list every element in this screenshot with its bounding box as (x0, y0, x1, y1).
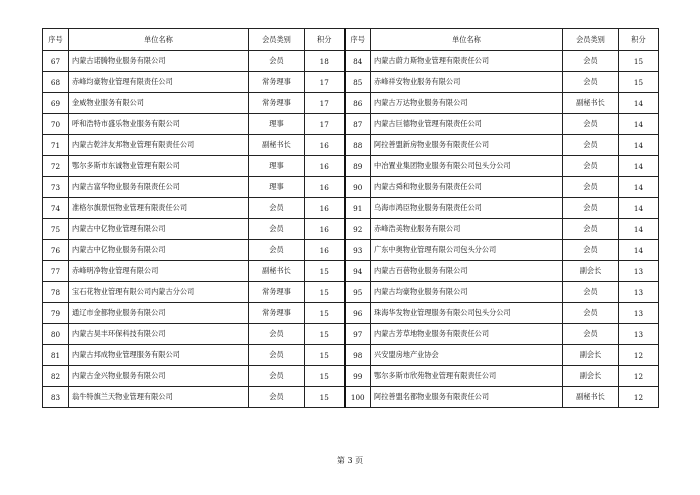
row-score-left: 17 (305, 72, 345, 93)
table-row (43, 240, 659, 261)
table-row (43, 324, 659, 345)
row-type-left: 常务理事 (249, 72, 305, 93)
row-name-right: 内蒙古百蓓物业服务有限公司 (371, 261, 563, 282)
row-no-left: 80 (43, 324, 69, 345)
row-no-left: 72 (43, 156, 69, 177)
table-row (43, 282, 659, 303)
row-type-left: 会员 (249, 240, 305, 261)
page-number: 第 3 页 (336, 456, 364, 465)
row-score-right: 13 (619, 261, 659, 282)
row-score-left: 16 (305, 156, 345, 177)
row-name-right: 内蒙古芳草地物业服务有限责任公司 (371, 324, 563, 345)
row-no-right: 85 (345, 72, 371, 93)
row-score-right: 14 (619, 93, 659, 114)
header-type-right: 会员类别 (563, 29, 619, 51)
row-score-left: 15 (305, 345, 345, 366)
row-no-right: 98 (345, 345, 371, 366)
row-name-right: 兴安盟房地产业协会 (371, 345, 563, 366)
row-no-right: 96 (345, 303, 371, 324)
row-type-left: 会员 (249, 198, 305, 219)
row-no-right: 94 (345, 261, 371, 282)
row-score-right: 12 (619, 345, 659, 366)
row-score-right: 13 (619, 324, 659, 345)
row-type-left: 副秘书长 (249, 261, 305, 282)
row-name-left: 呼和浩特市盛乐物业服务有限公司 (69, 114, 249, 135)
row-score-left: 15 (305, 366, 345, 387)
row-score-right: 12 (619, 387, 659, 408)
table-header-row (43, 29, 659, 51)
row-no-right: 99 (345, 366, 371, 387)
table-row (43, 366, 659, 387)
row-no-right: 90 (345, 177, 371, 198)
row-name-left: 通辽市金都物业服务有限公司 (69, 303, 249, 324)
row-no-left: 79 (43, 303, 69, 324)
row-score-left: 17 (305, 93, 345, 114)
row-type-left: 常务理事 (249, 282, 305, 303)
table-row (43, 135, 659, 156)
row-type-right: 副秘书长 (563, 387, 619, 408)
row-name-right: 珠海华发物业管理服务有限公司包头分公司 (371, 303, 563, 324)
row-name-right: 阿拉善盟名都物业服务有限责任公司 (371, 387, 563, 408)
row-score-left: 18 (305, 51, 345, 72)
table-row (43, 303, 659, 324)
row-no-left: 83 (43, 387, 69, 408)
header-name-right: 单位名称 (371, 29, 563, 51)
row-no-right: 87 (345, 114, 371, 135)
row-type-left: 会员 (249, 51, 305, 72)
table-row (43, 387, 659, 408)
row-name-left: 鄂尔多斯市东诚物业管理有限公司 (69, 156, 249, 177)
row-name-right: 内蒙古万达物业服务有限公司 (371, 93, 563, 114)
row-name-right: 赤峰祥安物业服务有限公司 (371, 72, 563, 93)
row-type-right: 会员 (563, 156, 619, 177)
row-no-left: 67 (43, 51, 69, 72)
row-no-left: 70 (43, 114, 69, 135)
row-type-left: 会员 (249, 219, 305, 240)
table-row (43, 93, 659, 114)
row-name-right: 乌海市鸿臣物业服务有限责任公司 (371, 198, 563, 219)
row-no-left: 69 (43, 93, 69, 114)
row-no-right: 88 (345, 135, 371, 156)
row-name-right: 内蒙古均豪物业服务有限公司 (371, 282, 563, 303)
table-row (43, 156, 659, 177)
row-score-left: 16 (305, 198, 345, 219)
row-type-left: 会员 (249, 345, 305, 366)
row-score-right: 15 (619, 51, 659, 72)
header-name-left: 单位名称 (69, 29, 249, 51)
row-name-left: 内蒙古诺腾物业服务有限公司 (69, 51, 249, 72)
table-row (43, 72, 659, 93)
row-name-right: 阿拉善盟新房物业服务有限责任公司 (371, 135, 563, 156)
row-score-left: 16 (305, 219, 345, 240)
row-no-right: 93 (345, 240, 371, 261)
row-score-right: 14 (619, 219, 659, 240)
row-score-right: 13 (619, 282, 659, 303)
row-score-right: 14 (619, 114, 659, 135)
row-type-right: 副会长 (563, 261, 619, 282)
row-no-left: 68 (43, 72, 69, 93)
row-name-left: 内蒙古金兴物业服务有限公司 (69, 366, 249, 387)
row-type-right: 副会长 (563, 345, 619, 366)
row-type-left: 常务理事 (249, 93, 305, 114)
row-type-right: 会员 (563, 51, 619, 72)
row-name-right: 内蒙古舜和物业服务有限责任公司 (371, 177, 563, 198)
row-name-left: 内蒙古邦成物业管理服务有限公司 (69, 345, 249, 366)
row-score-right: 14 (619, 177, 659, 198)
table-row (43, 177, 659, 198)
row-type-left: 会员 (249, 387, 305, 408)
table-row (43, 345, 659, 366)
row-name-left: 内蒙古中亿物业服务有限公司 (69, 240, 249, 261)
row-type-right: 会员 (563, 72, 619, 93)
table-row (43, 114, 659, 135)
row-score-left: 15 (305, 282, 345, 303)
row-score-left: 17 (305, 114, 345, 135)
row-score-right: 14 (619, 135, 659, 156)
row-name-right: 广东中奥物业管理有限公司包头分公司 (371, 240, 563, 261)
row-score-left: 15 (305, 303, 345, 324)
row-name-left: 赤峰明净物业管理有限公司 (69, 261, 249, 282)
row-no-left: 74 (43, 198, 69, 219)
row-name-left: 内蒙古昊丰环保科技有限公司 (69, 324, 249, 345)
row-name-right: 鄂尔多斯市欣苑物业管理有限责任公司 (371, 366, 563, 387)
row-name-left: 赤峰均豪物业管理有限责任公司 (69, 72, 249, 93)
row-no-left: 82 (43, 366, 69, 387)
row-name-left: 翁牛特旗兰天物业管理有限公司 (69, 387, 249, 408)
row-type-right: 会员 (563, 303, 619, 324)
row-no-left: 77 (43, 261, 69, 282)
row-type-right: 副秘书长 (563, 93, 619, 114)
row-no-left: 73 (43, 177, 69, 198)
row-type-right: 会员 (563, 177, 619, 198)
row-score-left: 15 (305, 387, 345, 408)
row-no-right: 86 (345, 93, 371, 114)
row-name-left: 内蒙古乾沣友邦物业管理有限责任公司 (69, 135, 249, 156)
row-type-left: 会员 (249, 324, 305, 345)
row-name-right: 内蒙古巨德物业管理有限责任公司 (371, 114, 563, 135)
row-no-left: 75 (43, 219, 69, 240)
row-score-left: 16 (305, 177, 345, 198)
row-type-left: 常务理事 (249, 303, 305, 324)
row-name-right: 中冶置业集团物业服务有限公司包头分公司 (371, 156, 563, 177)
row-type-right: 会员 (563, 219, 619, 240)
row-no-right: 89 (345, 156, 371, 177)
row-type-right: 会员 (563, 198, 619, 219)
row-type-right: 会员 (563, 324, 619, 345)
row-no-left: 76 (43, 240, 69, 261)
row-type-left: 副秘书长 (249, 135, 305, 156)
row-no-right: 84 (345, 51, 371, 72)
table-row (43, 198, 659, 219)
header-no-right: 序号 (345, 29, 371, 51)
table-row (43, 261, 659, 282)
row-score-right: 15 (619, 72, 659, 93)
row-no-right: 91 (345, 198, 371, 219)
row-score-left: 16 (305, 240, 345, 261)
row-score-right: 12 (619, 366, 659, 387)
row-type-left: 理事 (249, 156, 305, 177)
row-type-right: 会员 (563, 282, 619, 303)
row-score-right: 14 (619, 240, 659, 261)
row-no-left: 81 (43, 345, 69, 366)
row-no-left: 71 (43, 135, 69, 156)
row-type-left: 会员 (249, 366, 305, 387)
row-name-right: 赤峰浩美物业服务有限公司 (371, 219, 563, 240)
row-no-left: 78 (43, 282, 69, 303)
row-score-left: 15 (305, 324, 345, 345)
row-type-right: 副会长 (563, 366, 619, 387)
header-score-left: 积分 (305, 29, 345, 51)
table-row (43, 51, 659, 72)
header-score-right: 积分 (619, 29, 659, 51)
row-type-left: 理事 (249, 177, 305, 198)
row-score-left: 15 (305, 261, 345, 282)
row-type-right: 会员 (563, 135, 619, 156)
document-page (42, 28, 658, 408)
row-no-right: 92 (345, 219, 371, 240)
table-row (43, 219, 659, 240)
row-type-right: 会员 (563, 240, 619, 261)
row-name-left: 内蒙古中亿物业管理有限公司 (69, 219, 249, 240)
header-no-left: 序号 (43, 29, 69, 51)
member-score-table (42, 28, 659, 408)
row-name-right: 内蒙古蔚力斯物业管理有限责任公司 (371, 51, 563, 72)
row-score-right: 13 (619, 303, 659, 324)
header-type-left: 会员类别 (249, 29, 305, 51)
row-type-right: 会员 (563, 114, 619, 135)
row-name-left: 内蒙古富华物业服务有限责任公司 (69, 177, 249, 198)
row-name-left: 金威物业服务有限公司 (69, 93, 249, 114)
row-name-left: 宝石花物业管理有限公司内蒙古分公司 (69, 282, 249, 303)
row-score-left: 16 (305, 135, 345, 156)
row-no-right: 95 (345, 282, 371, 303)
row-score-right: 14 (619, 156, 659, 177)
row-no-right: 97 (345, 324, 371, 345)
row-score-right: 14 (619, 198, 659, 219)
row-no-right: 100 (345, 387, 371, 408)
row-type-left: 理事 (249, 114, 305, 135)
row-name-left: 准格尔旗景恒物业管理有限责任公司 (69, 198, 249, 219)
